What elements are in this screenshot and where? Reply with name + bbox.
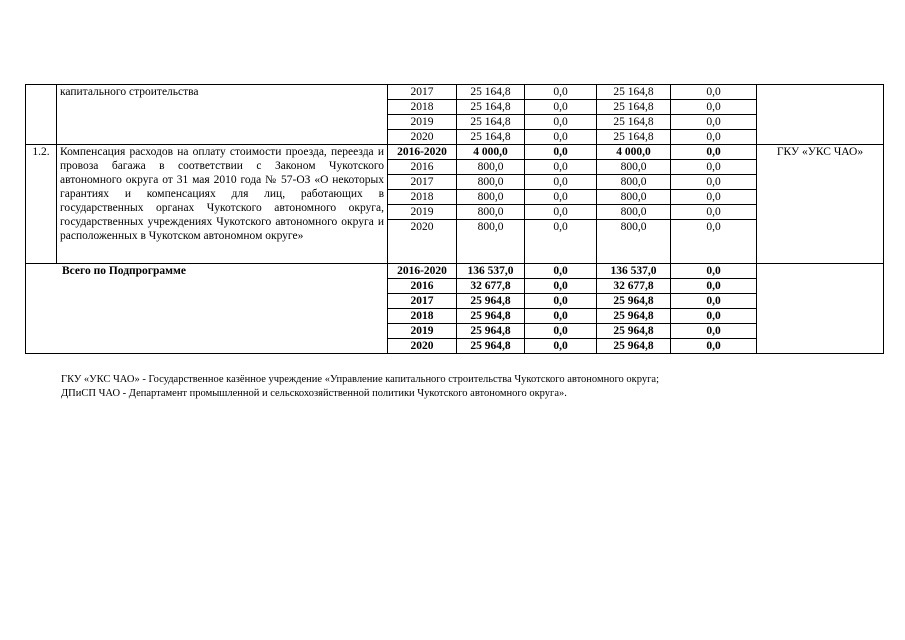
other-cell: 0,0 [671,190,757,205]
year-cell: 2016 [388,160,457,175]
other-cell: 0,0 [671,324,757,339]
okrug-cell: 25 964,8 [597,309,671,324]
federal-cell: 0,0 [525,145,597,160]
year-cell: 2018 [388,190,457,205]
year-cell: 2020 [388,339,457,354]
okrug-cell: 4 000,0 [597,145,671,160]
item-number-cell: 1.2. [26,145,57,264]
footnote: ДПиСП ЧАО - Департамент промышленной и сельскохозяйственной политики Чукотского автономного округа». [61,388,567,399]
okrug-cell: 800,0 [597,160,671,175]
year-cell: 2016-2020 [388,145,457,160]
year-cell: 2017 [388,175,457,190]
okrug-cell: 800,0 [597,190,671,205]
executor-cell [757,85,884,145]
total-cell: 800,0 [457,220,525,264]
federal-cell: 0,0 [525,220,597,264]
subprogram-total-text: Всего по Подпрограмме [62,265,186,277]
other-cell: 0,0 [671,175,757,190]
okrug-cell: 25 164,8 [597,85,671,100]
other-cell: 0,0 [671,130,757,145]
total-cell: 800,0 [457,205,525,220]
year-cell: 2016-2020 [388,264,457,279]
table-row [26,264,884,279]
table-row [26,145,884,160]
other-cell: 0,0 [671,205,757,220]
federal-cell: 0,0 [525,324,597,339]
year-cell: 2020 [388,220,457,264]
okrug-cell: 25 164,8 [597,115,671,130]
year-cell: 2017 [388,85,457,100]
okrug-cell: 25 964,8 [597,294,671,309]
okrug-cell: 25 164,8 [597,130,671,145]
total-cell: 136 537,0 [457,264,525,279]
other-cell: 0,0 [671,85,757,100]
okrug-cell: 800,0 [597,220,671,264]
total-cell: 32 677,8 [457,279,525,294]
federal-cell: 0,0 [525,100,597,115]
footnotes [61,373,841,401]
total-cell: 25 164,8 [457,85,525,100]
item-description: Компенсация расходов на оплату стоимости проезда, переезда и провоза багажа в соответствии с Законом Чукотского автономного округа от 31 мая 2010 года № 57-ОЗ «О некоторых гарантиях и компенсациях для лиц, работающих в государственных органах Чукотского автономного округа, государственных учреждениях Чукотского автономного округа и расположенных в Чукотском автономном округе» [57,145,388,264]
other-cell: 0,0 [671,339,757,354]
okrug-cell: 800,0 [597,175,671,190]
year-cell: 2019 [388,324,457,339]
other-cell: 0,0 [671,309,757,324]
federal-cell: 0,0 [525,190,597,205]
other-cell: 0,0 [671,115,757,130]
footnote: ГКУ «УКС ЧАО» - Государственное казённое учреждение «Управление капитального строительства Чукотского автономного округа; [61,374,659,385]
year-cell: 2019 [388,205,457,220]
item-description: капитального строительства [57,85,388,145]
budget-table [25,84,884,354]
other-cell: 0,0 [671,279,757,294]
year-cell: 2020 [388,130,457,145]
federal-cell: 0,0 [525,115,597,130]
item-number-cell [26,85,57,145]
year-cell: 2018 [388,309,457,324]
other-cell: 0,0 [671,294,757,309]
subprogram-total-label [26,264,388,354]
total-cell: 800,0 [457,175,525,190]
federal-cell: 0,0 [525,279,597,294]
year-cell: 2016 [388,279,457,294]
okrug-cell: 25 964,8 [597,339,671,354]
okrug-cell: 136 537,0 [597,264,671,279]
year-cell: 2018 [388,100,457,115]
total-cell: 800,0 [457,160,525,175]
executor-cell [757,264,884,354]
other-cell: 0,0 [671,100,757,115]
total-cell: 25 964,8 [457,309,525,324]
okrug-cell: 32 677,8 [597,279,671,294]
executor-cell: ГКУ «УКС ЧАО» [757,145,884,264]
table-row [26,85,884,100]
federal-cell: 0,0 [525,339,597,354]
federal-cell: 0,0 [525,309,597,324]
federal-cell: 0,0 [525,205,597,220]
total-cell: 25 164,8 [457,115,525,130]
okrug-cell: 25 964,8 [597,324,671,339]
other-cell: 0,0 [671,145,757,160]
total-cell: 25 964,8 [457,324,525,339]
year-cell: 2017 [388,294,457,309]
federal-cell: 0,0 [525,175,597,190]
year-cell: 2019 [388,115,457,130]
total-cell: 800,0 [457,190,525,205]
other-cell: 0,0 [671,264,757,279]
okrug-cell: 800,0 [597,205,671,220]
federal-cell: 0,0 [525,294,597,309]
total-cell: 25 164,8 [457,100,525,115]
federal-cell: 0,0 [525,160,597,175]
total-cell: 25 964,8 [457,339,525,354]
other-cell: 0,0 [671,220,757,264]
okrug-cell: 25 164,8 [597,100,671,115]
federal-cell: 0,0 [525,85,597,100]
federal-cell: 0,0 [525,130,597,145]
total-cell: 4 000,0 [457,145,525,160]
federal-cell: 0,0 [525,264,597,279]
other-cell: 0,0 [671,160,757,175]
total-cell: 25 964,8 [457,294,525,309]
total-cell: 25 164,8 [457,130,525,145]
